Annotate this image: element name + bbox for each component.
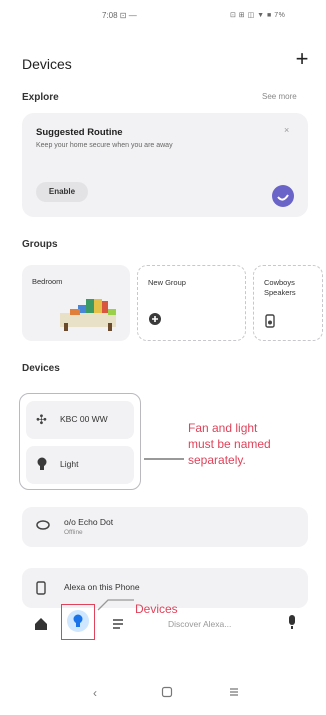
status-bar <box>0 0 326 32</box>
phone-icon <box>36 581 46 598</box>
group-label: Bedroom <box>32 277 63 286</box>
echo-dot-icon <box>36 519 50 533</box>
devices-title: Devices <box>22 363 60 374</box>
group-label: Cowboys Speakers <box>264 278 296 297</box>
groups-title: Groups <box>22 239 58 250</box>
device-fan[interactable] <box>26 401 134 439</box>
enable-button[interactable]: Enable <box>36 182 88 202</box>
plus-circle-icon <box>148 312 162 326</box>
nav-more-icon[interactable] <box>112 617 124 633</box>
suggested-routine-card[interactable] <box>22 113 308 217</box>
device-label: Alexa on this Phone <box>64 582 140 592</box>
device-label: o/o Echo Dot <box>64 517 114 527</box>
plus-icon: + <box>295 46 309 71</box>
bulb-icon <box>36 457 48 474</box>
bedroom-illustration-icon <box>56 297 120 333</box>
status-icons: ⊡ ⊞ ◫ ▼ ■ 7% <box>230 12 286 19</box>
group-bedroom[interactable] <box>22 265 130 341</box>
device-group-fan-light <box>19 393 141 490</box>
add-button[interactable] <box>291 48 313 70</box>
annotation-arrow <box>96 596 136 612</box>
see-more-link[interactable]: See more <box>262 92 297 101</box>
system-back-icon[interactable]: ‹ <box>93 686 97 700</box>
device-status: Offline <box>64 529 83 536</box>
device-label: Light <box>60 459 79 469</box>
speaker-icon <box>264 314 276 328</box>
routine-title: Suggested Routine <box>36 127 123 138</box>
close-icon[interactable]: × <box>284 125 290 135</box>
nav-devices-icon[interactable] <box>67 610 89 632</box>
nav-home-icon[interactable] <box>34 617 48 634</box>
annotation-devices: Devices <box>135 602 178 616</box>
routine-illustration-icon <box>272 185 294 207</box>
device-echo-dot[interactable] <box>22 507 308 547</box>
status-time: 7:08 ⊡ — <box>102 11 137 20</box>
group-label: New Group <box>148 278 186 287</box>
annotation-line <box>144 458 184 460</box>
explore-title: Explore <box>22 92 59 103</box>
system-home-icon[interactable] <box>161 686 173 701</box>
system-recents-icon[interactable] <box>228 686 240 701</box>
search-input[interactable]: Discover Alexa... <box>168 619 232 629</box>
device-light[interactable] <box>26 446 134 484</box>
page-title: Devices <box>22 56 72 72</box>
group-new[interactable] <box>137 265 246 341</box>
fan-icon: ✣ <box>36 412 47 427</box>
group-speakers[interactable] <box>253 265 323 341</box>
microphone-icon[interactable] <box>286 614 298 634</box>
annotation-fan-light: Fan and light must be named separately. <box>188 421 271 467</box>
routine-subtitle: Keep your home secure when you are away <box>36 142 173 149</box>
device-label: KBC 00 WW <box>60 414 108 424</box>
